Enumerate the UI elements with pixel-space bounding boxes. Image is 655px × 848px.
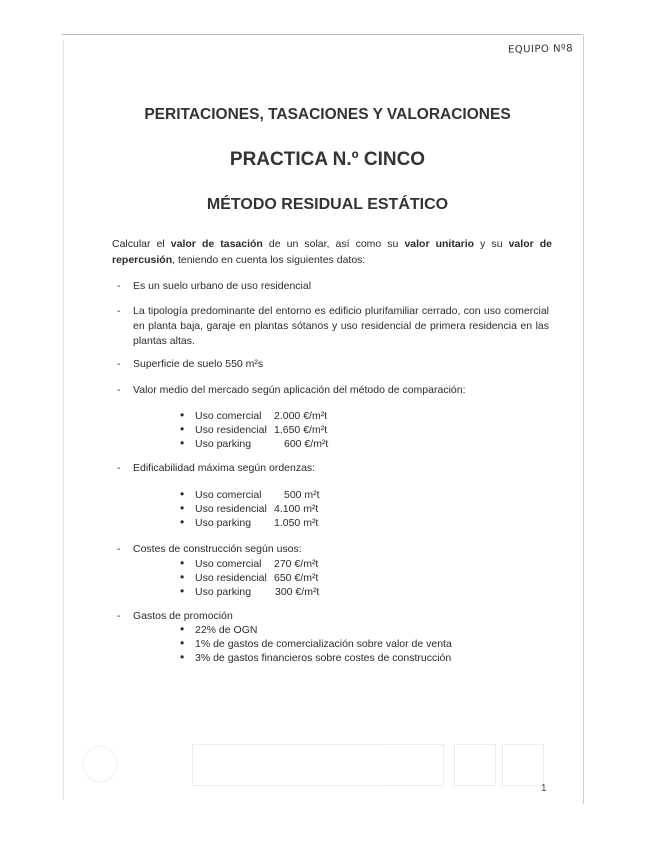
use-label: Uso parking [195, 438, 252, 450]
use-value: 270 €/m²t [274, 558, 319, 570]
use-value: 600 €/m²t [284, 438, 329, 450]
use-value: 1.650 €/m²t [274, 424, 328, 436]
faded-box [502, 744, 544, 786]
bullet-marker: • [180, 515, 185, 529]
use-label: Uso comercial [195, 410, 262, 422]
item-text: Es un suelo urbano de uso residencial [133, 280, 312, 292]
item-text: La tipología predominante del entorno es edificio plurifamiliar cerrado, con uso comercial en planta baja, garaje en plantas sótanos y uso residencial de primera residencia en las plantas altas. [133, 305, 549, 347]
intro-text-1: Calcular el [112, 238, 171, 250]
item-text: Costes de construcción según usos: [133, 543, 302, 555]
method-heading: MÉTODO RESIDUAL ESTÁTICO [206, 196, 449, 213]
intro-text-2: de un solar, así como su [262, 238, 405, 250]
item-text: Gastos de promoción [133, 610, 233, 622]
faded-logo-icon [82, 746, 118, 782]
bullet-marker: • [180, 584, 185, 598]
bullet-marker: • [180, 436, 185, 450]
use-value: 650 €/m²t [274, 572, 319, 584]
expense-text: 3% de gastos financieros sobre costes de construcción [195, 652, 452, 664]
bullet-marker: • [180, 408, 185, 422]
use-value: 2.000 €/m²t [274, 410, 328, 422]
bullet-marker: • [180, 487, 185, 501]
bullet-marker: • [180, 636, 185, 650]
intro-bold-valor-tasacion: valor de tasación [170, 238, 263, 250]
use-label: Uso comercial [195, 489, 262, 501]
dash-marker: - [117, 543, 121, 555]
dash-marker: - [117, 462, 121, 474]
use-label: Uso parking [195, 586, 252, 598]
use-label: Uso comercial [195, 558, 262, 570]
handwritten-team-note: EQUIPO Nº8 [507, 43, 574, 56]
dash-marker: - [117, 384, 121, 396]
faded-box [454, 744, 496, 786]
bullet-marker: • [180, 422, 185, 436]
faded-box [192, 744, 444, 786]
practice-number-heading: PRACTICA N.º CINCO [229, 149, 426, 170]
dash-marker: - [117, 280, 121, 292]
bullet-marker: • [180, 622, 185, 636]
item-text: Superficie de suelo 550 m²s [133, 358, 264, 370]
use-label: Uso residencial [195, 424, 267, 436]
scan-top-border [62, 34, 582, 35]
expense-text: 22% de OGN [195, 624, 258, 636]
bullet-marker: • [180, 570, 185, 584]
dash-marker: - [117, 610, 121, 622]
intro-bold-valor-unitario: valor unitario [404, 238, 475, 250]
use-label: Uso residencial [195, 503, 267, 515]
document-title: PERITACIONES, TASACIONES Y VALORACIONES [144, 106, 511, 123]
use-label: Uso residencial [195, 572, 267, 584]
intro-text-4: , teniendo en cuenta los siguientes datos: [172, 254, 366, 266]
item-text: Valor medio del mercado según aplicación del método de comparación: [133, 384, 466, 396]
intro-text-3: y su [474, 238, 509, 250]
bullet-marker: • [180, 556, 185, 570]
intro-paragraph [112, 236, 552, 268]
expense-text: 1% de gastos de comercialización sobre valor de venta [195, 638, 452, 650]
intro-bold-valor-repercusion: valor de repercusión [112, 238, 552, 266]
page-number: 1 [541, 783, 547, 794]
use-label: Uso parking [195, 517, 252, 529]
item-text: Edificabilidad máxima según ordenzas: [133, 462, 316, 474]
bullet-marker: • [180, 501, 185, 515]
use-value: 1.050 m²t [274, 517, 319, 529]
bleed-through-footer [82, 740, 572, 790]
bullet-marker: • [180, 650, 185, 664]
use-value: 4.100 m²t [274, 503, 319, 515]
use-value: 500 m²t [284, 489, 320, 501]
dash-marker: - [117, 305, 121, 317]
use-value: 300 €/m²t [275, 586, 320, 598]
dash-marker: - [117, 358, 121, 370]
